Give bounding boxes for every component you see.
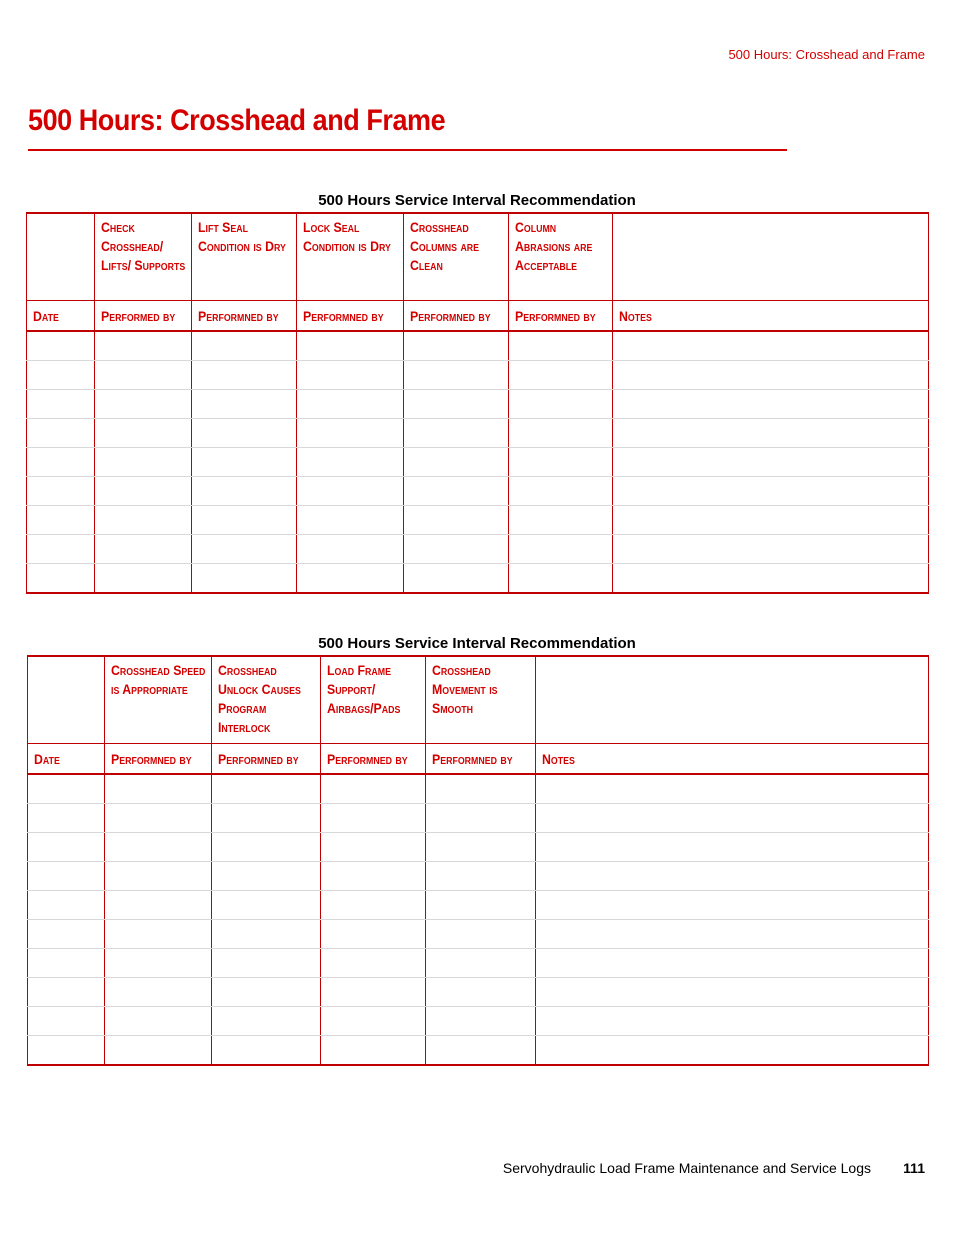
log-entry-cell[interactable] [105, 891, 212, 920]
log-entry-cell[interactable] [27, 506, 95, 535]
log-entry-cell[interactable] [404, 419, 509, 448]
log-entry-cell[interactable] [613, 419, 929, 448]
log-entry-row [28, 804, 929, 833]
log-entry-row [27, 477, 929, 506]
log-entry-cell[interactable] [95, 390, 192, 419]
table2-body [28, 774, 929, 1065]
log-entry-cell[interactable] [509, 390, 613, 419]
log-entry-cell[interactable] [426, 1007, 536, 1036]
log-entry-cell[interactable] [95, 331, 192, 361]
log-entry-cell[interactable] [27, 419, 95, 448]
log-entry-cell[interactable] [212, 1036, 321, 1066]
log-entry-row [28, 949, 929, 978]
log-entry-cell[interactable] [297, 477, 404, 506]
log-entry-row [28, 1007, 929, 1036]
log-entry-row [28, 920, 929, 949]
running-head: 500 Hours: Crosshead and Frame [728, 47, 925, 62]
log-entry-cell[interactable] [404, 535, 509, 564]
performed-by-label: Performned by [303, 307, 384, 324]
title-rule [28, 149, 787, 151]
log-entry-cell[interactable] [536, 1036, 929, 1066]
log-entry-cell[interactable] [426, 833, 536, 862]
log-entry-cell[interactable] [28, 978, 105, 1007]
table1-header-text: Lift Seal Condition is Dry [198, 219, 286, 254]
log-entry-cell[interactable] [426, 949, 536, 978]
log-entry-cell[interactable] [212, 891, 321, 920]
log-entry-cell[interactable] [426, 804, 536, 833]
performed-by-label: Performned by [515, 307, 596, 324]
log-entry-cell[interactable] [105, 978, 212, 1007]
log-entry-cell[interactable] [509, 506, 613, 535]
log-entry-cell[interactable] [297, 448, 404, 477]
log-entry-cell[interactable] [404, 361, 509, 390]
notes-label: Notes [619, 307, 652, 324]
log-entry-cell[interactable] [321, 1036, 426, 1066]
log-entry-row [27, 361, 929, 390]
log-entry-row [27, 419, 929, 448]
log-entry-cell[interactable] [321, 1007, 426, 1036]
log-entry-cell[interactable] [613, 390, 929, 419]
log-entry-cell[interactable] [212, 1007, 321, 1036]
log-entry-row [28, 891, 929, 920]
log-entry-cell[interactable] [192, 361, 297, 390]
performed-by-label: Performed by [101, 307, 176, 324]
log-entry-cell[interactable] [192, 331, 297, 361]
log-entry-cell[interactable] [613, 564, 929, 594]
log-entry-cell[interactable] [509, 331, 613, 361]
performed-by-label: Performned by [218, 750, 299, 767]
table1-label-cell [509, 301, 613, 332]
log-entry-cell[interactable] [212, 804, 321, 833]
performed-by-label: Performned by [111, 750, 192, 767]
log-entry-cell[interactable] [95, 564, 192, 594]
log-entry-cell[interactable] [426, 978, 536, 1007]
table1-header-row [27, 213, 929, 301]
log-entry-cell[interactable] [613, 477, 929, 506]
notes-label: Notes [542, 750, 575, 767]
log-entry-cell[interactable] [426, 862, 536, 891]
table2-label-cell [321, 744, 426, 775]
table2-caption: 500 Hours Service Interval Recommendation [318, 635, 636, 652]
log-entry-row [27, 331, 929, 361]
log-entry-cell[interactable] [509, 448, 613, 477]
log-entry-cell[interactable] [536, 774, 929, 804]
log-entry-cell[interactable] [426, 920, 536, 949]
log-entry-cell[interactable] [192, 477, 297, 506]
log-entry-cell[interactable] [536, 804, 929, 833]
log-entry-cell[interactable] [27, 361, 95, 390]
table1-header-text: Column Abrasions are Acceptable [515, 219, 593, 273]
log-entry-cell[interactable] [297, 419, 404, 448]
log-entry-cell[interactable] [28, 862, 105, 891]
log-entry-cell[interactable] [105, 833, 212, 862]
table1-header-cell [95, 213, 192, 301]
log-entry-cell[interactable] [536, 920, 929, 949]
log-entry-cell[interactable] [509, 564, 613, 594]
footer-text: Servohydraulic Load Frame Maintenance and Service Logs [502, 1160, 871, 1176]
log-entry-row [27, 535, 929, 564]
table1-caption: 500 Hours Service Interval Recommendation [318, 192, 636, 209]
log-entry-cell[interactable] [297, 331, 404, 361]
table2-header-text: Load Frame Support/ Airbags/Pads [327, 662, 401, 716]
log-entry-cell[interactable] [95, 419, 192, 448]
log-entry-cell[interactable] [321, 833, 426, 862]
log-entry-cell[interactable] [297, 535, 404, 564]
table1-header-cell [192, 213, 297, 301]
log-entry-cell[interactable] [28, 804, 105, 833]
table2-label-cell [105, 744, 212, 775]
log-entry-cell[interactable] [212, 774, 321, 804]
log-entry-cell[interactable] [297, 506, 404, 535]
log-entry-cell[interactable] [212, 833, 321, 862]
log-entry-cell[interactable] [404, 564, 509, 594]
table2-header-cell [212, 656, 321, 744]
log-entry-cell[interactable] [297, 390, 404, 419]
performed-by-label: Performned by [410, 307, 491, 324]
log-entry-cell[interactable] [509, 535, 613, 564]
log-entry-row [28, 833, 929, 862]
log-entry-cell[interactable] [297, 564, 404, 594]
performed-by-label: Performned by [432, 750, 513, 767]
table1-header-cell [27, 213, 95, 301]
table1-body [27, 331, 929, 593]
log-entry-cell[interactable] [192, 419, 297, 448]
log-entry-cell[interactable] [321, 891, 426, 920]
log-entry-cell[interactable] [426, 774, 536, 804]
log-entry-cell[interactable] [426, 891, 536, 920]
log-entry-cell[interactable] [321, 920, 426, 949]
table1-header-cell [613, 213, 929, 301]
log-entry-cell[interactable] [321, 804, 426, 833]
log-entry-cell[interactable] [212, 920, 321, 949]
table2-header-text: Crosshead Movement is Smooth [432, 662, 498, 716]
log-entry-cell[interactable] [27, 564, 95, 594]
log-entry-row [27, 564, 929, 594]
table1-header-cell [297, 213, 404, 301]
log-entry-cell[interactable] [192, 390, 297, 419]
service-log-table-1 [26, 212, 929, 594]
table2-header-cell [426, 656, 536, 744]
log-entry-cell[interactable] [95, 477, 192, 506]
table1-header-cell [404, 213, 509, 301]
log-entry-cell[interactable] [536, 833, 929, 862]
service-log-table-2 [27, 655, 929, 1066]
log-entry-row [28, 774, 929, 804]
table2-label-cell [536, 744, 929, 775]
log-entry-row [27, 448, 929, 477]
table2-header-text: Crosshead Unlock Causes Program Interlock [218, 662, 301, 735]
table1-header-cell [509, 213, 613, 301]
log-entry-cell[interactable] [105, 862, 212, 891]
log-entry-cell[interactable] [27, 331, 95, 361]
log-entry-cell[interactable] [28, 891, 105, 920]
log-entry-cell[interactable] [192, 506, 297, 535]
table1-header-text: Crosshead Columns are Clean [410, 219, 480, 273]
log-entry-cell[interactable] [105, 949, 212, 978]
log-entry-cell[interactable] [27, 448, 95, 477]
log-entry-cell[interactable] [27, 535, 95, 564]
date-label: Date [34, 750, 60, 767]
performed-by-label: Performned by [327, 750, 408, 767]
log-entry-cell[interactable] [297, 361, 404, 390]
log-entry-cell[interactable] [536, 949, 929, 978]
log-entry-cell[interactable] [212, 949, 321, 978]
log-entry-cell[interactable] [28, 920, 105, 949]
log-entry-cell[interactable] [28, 833, 105, 862]
log-entry-cell[interactable] [192, 535, 297, 564]
table2-label-cell [212, 744, 321, 775]
table2-label-cell [426, 744, 536, 775]
table2-header-row [28, 656, 929, 744]
log-entry-cell[interactable] [509, 419, 613, 448]
table2-header-cell [105, 656, 212, 744]
log-entry-cell[interactable] [105, 774, 212, 804]
log-entry-cell[interactable] [95, 361, 192, 390]
log-entry-row [27, 506, 929, 535]
log-entry-cell[interactable] [404, 390, 509, 419]
log-entry-cell[interactable] [28, 1007, 105, 1036]
log-entry-cell[interactable] [105, 804, 212, 833]
table1-label-cell [297, 301, 404, 332]
table2-header-cell [321, 656, 426, 744]
log-entry-cell[interactable] [321, 774, 426, 804]
log-entry-row [28, 978, 929, 1007]
table1-label-cell [404, 301, 509, 332]
log-entry-cell[interactable] [192, 448, 297, 477]
table1-label-cell [27, 301, 95, 332]
log-entry-cell[interactable] [509, 361, 613, 390]
table1-label-row [27, 301, 929, 332]
log-entry-cell[interactable] [613, 448, 929, 477]
table1-label-cell [95, 301, 192, 332]
log-entry-cell[interactable] [536, 891, 929, 920]
log-entry-cell[interactable] [536, 862, 929, 891]
log-entry-cell[interactable] [105, 920, 212, 949]
log-entry-cell[interactable] [28, 949, 105, 978]
log-entry-cell[interactable] [613, 506, 929, 535]
log-entry-cell[interactable] [95, 506, 192, 535]
log-entry-row [28, 862, 929, 891]
table2-header-cell [536, 656, 929, 744]
table2-header-cell [28, 656, 105, 744]
log-entry-cell[interactable] [404, 477, 509, 506]
log-entry-cell[interactable] [536, 1007, 929, 1036]
table1-label-cell [613, 301, 929, 332]
log-entry-cell[interactable] [426, 1036, 536, 1066]
log-entry-cell[interactable] [28, 1036, 105, 1066]
log-entry-cell[interactable] [192, 564, 297, 594]
log-entry-cell[interactable] [27, 390, 95, 419]
log-entry-cell[interactable] [95, 448, 192, 477]
log-entry-cell[interactable] [536, 978, 929, 1007]
table1-header-text: Lock Seal Condition is Dry [303, 219, 391, 254]
log-entry-cell[interactable] [404, 506, 509, 535]
log-entry-cell[interactable] [27, 477, 95, 506]
table2-label-row [28, 744, 929, 775]
log-entry-cell[interactable] [613, 331, 929, 361]
page-title: 500 Hours: Crosshead and Frame [28, 104, 446, 137]
performed-by-label: Performned by [198, 307, 279, 324]
log-entry-cell[interactable] [321, 978, 426, 1007]
log-entry-cell[interactable] [212, 862, 321, 891]
table2-header-text: Crosshead Speed is Appropriate [111, 662, 206, 697]
date-label: Date [33, 307, 59, 324]
log-entry-row [28, 1036, 929, 1066]
log-entry-cell[interactable] [321, 949, 426, 978]
log-entry-cell[interactable] [509, 477, 613, 506]
log-entry-cell[interactable] [28, 774, 105, 804]
table1-label-cell [192, 301, 297, 332]
log-entry-cell[interactable] [212, 978, 321, 1007]
log-entry-row [27, 390, 929, 419]
log-entry-cell[interactable] [404, 448, 509, 477]
log-entry-cell[interactable] [105, 1036, 212, 1066]
log-entry-cell[interactable] [613, 535, 929, 564]
log-entry-cell[interactable] [613, 361, 929, 390]
log-entry-cell[interactable] [321, 862, 426, 891]
log-entry-cell[interactable] [404, 331, 509, 361]
table2-label-cell [28, 744, 105, 775]
table1-header-text: Check Crosshead/ Lifts/ Supports [101, 219, 186, 273]
page-number: 111 [903, 1160, 925, 1176]
log-entry-cell[interactable] [95, 535, 192, 564]
log-entry-cell[interactable] [105, 1007, 212, 1036]
